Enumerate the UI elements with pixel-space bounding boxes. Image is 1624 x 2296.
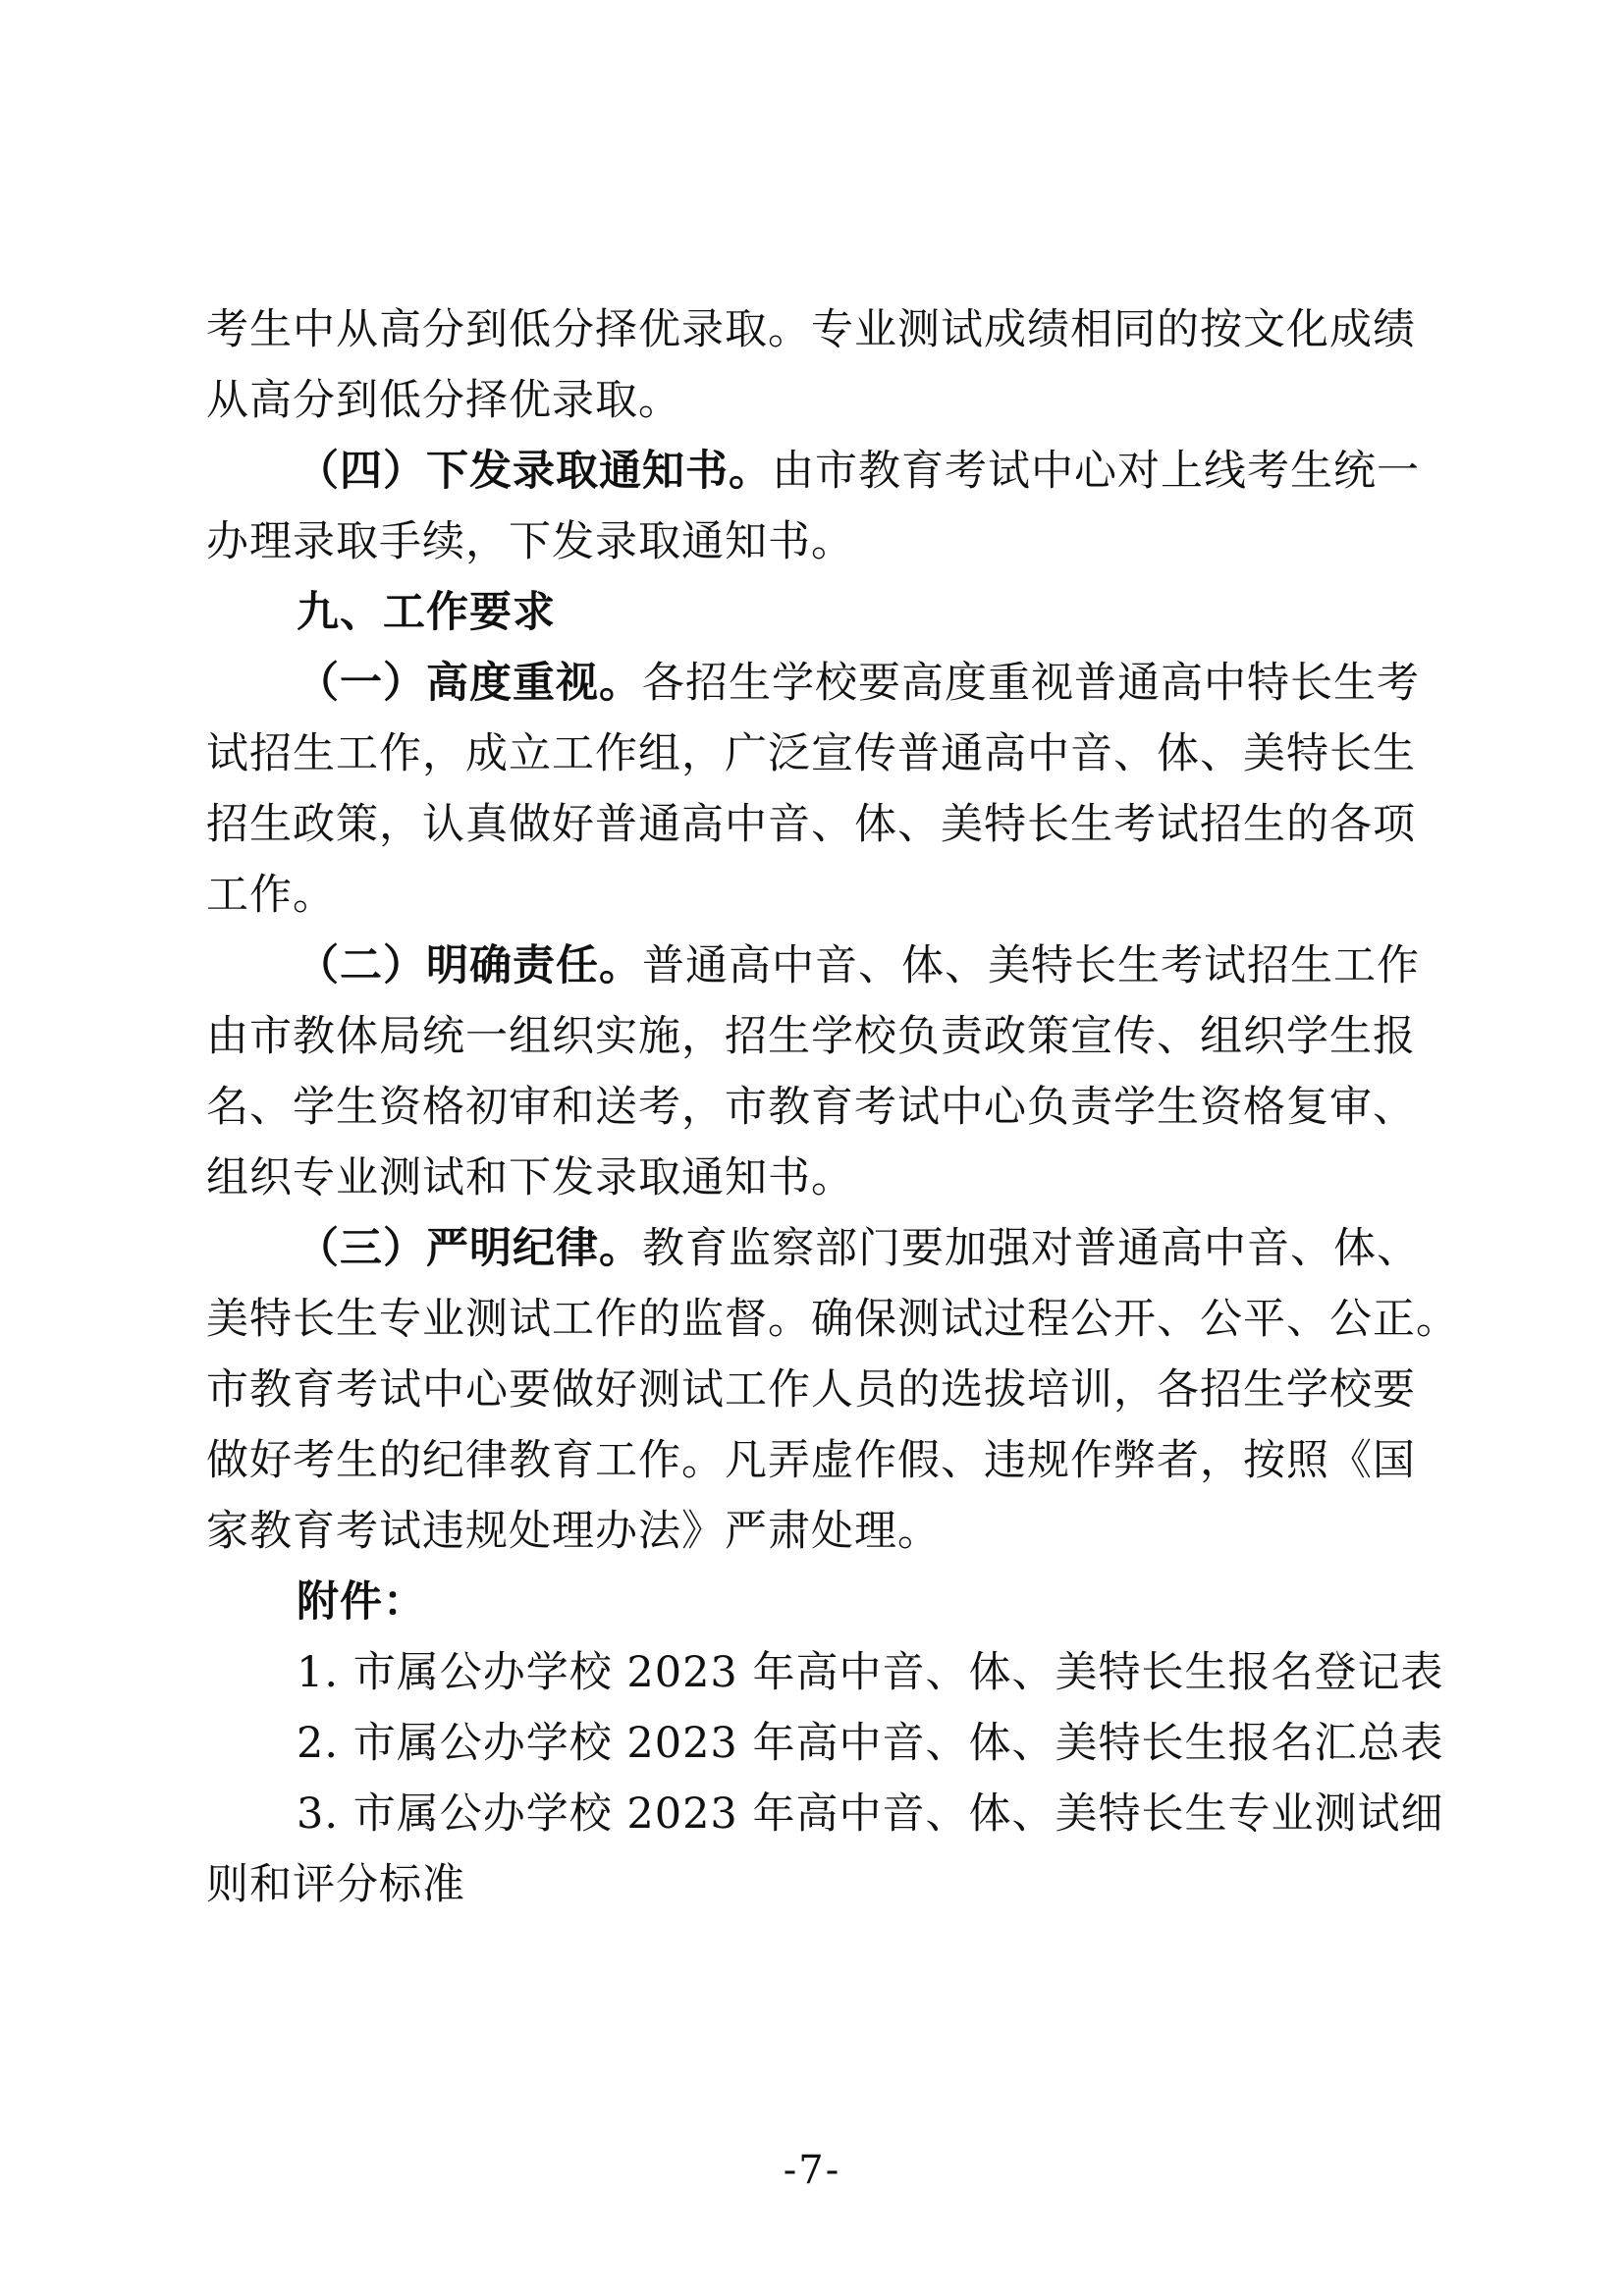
paragraph-strict-discipline <box>206 1213 1459 1567</box>
text-line <box>206 931 1424 1001</box>
text-line: 从高分到低分择优录取。 <box>206 376 681 425</box>
document-body <box>206 294 1459 1920</box>
attachments-section <box>206 1567 1444 1920</box>
paragraph-heading: （二）明确责任。 <box>297 941 642 990</box>
section-title-work-requirements <box>206 577 1424 648</box>
page-number: -7- <box>783 2148 841 2193</box>
text-line: 招生政策，认真做好普通高中音、体、美特长生考试招生的各项 <box>206 800 1416 849</box>
text-line: 考生中从高分到低分择优录取。专业测试成绩相同的按文化成绩 <box>206 305 1416 354</box>
text-line: 市教育考试中心要做好测试工作人员的选拔培训，各招生学校要 <box>206 1365 1416 1415</box>
paragraph-heading: （一）高度重视。 <box>297 659 642 708</box>
paragraph-heading: （四）下发录取通知书。 <box>297 447 772 496</box>
attachment-item: 3. 市属公办学校 2023 年高中音、体、美特长生专业测试细 <box>297 1789 1444 1839</box>
attachment-item: 1. 市属公办学校 2023 年高中音、体、美特长生报名登记表 <box>297 1648 1444 1697</box>
paragraph-text: 教育监察部门要加强对普通高中音、体、 <box>642 1224 1420 1273</box>
text-line <box>206 1213 1424 1284</box>
text-line: 名、学生资格初审和送考，市教育考试中心负责学生资格复审、 <box>206 1083 1416 1132</box>
paragraph-text: 由市教育考试中心对上线考生统一 <box>772 447 1420 496</box>
text-line: 家教育考试违规处理办法》严肃处理。 <box>206 1507 941 1556</box>
attachment-item: 2. 市属公办学校 2023 年高中音、体、美特长生报名汇总表 <box>297 1719 1444 1768</box>
text-line <box>206 648 1424 719</box>
text-line: 工作。 <box>206 871 336 920</box>
paragraph-clarify-responsibility <box>206 931 1424 1213</box>
attachment-item-continuation: 则和评分标准 <box>206 1860 465 1909</box>
section-heading: 九、工作要求 <box>297 588 556 637</box>
paragraph-high-attention <box>206 648 1424 931</box>
text-line: 美特长生专业测试工作的监督。确保测试过程公开、公平、公正。 <box>206 1295 1459 1344</box>
text-line: 办理录取手续，下发录取通知书。 <box>206 517 854 566</box>
paragraph-admission-order <box>206 294 1424 436</box>
text-line: 组织专业测试和下发录取通知书。 <box>206 1153 854 1202</box>
paragraph-text: 各招生学校要高度重视普通高中特长生考 <box>642 659 1420 708</box>
paragraph-heading: （三）严明纪律。 <box>297 1224 642 1273</box>
paragraph-text: 普通高中音、体、美特长生考试招生工作 <box>642 941 1420 990</box>
attachments-label: 附件： <box>297 1577 426 1627</box>
text-line: 做好考生的纪律教育工作。凡弄虚作假、违规作弊者，按照《国 <box>206 1436 1416 1485</box>
paragraph-admission-notice <box>206 436 1424 577</box>
text-line: 试招生工作，成立工作组，广泛宣传普通高中音、体、美特长生 <box>206 729 1416 778</box>
text-line <box>206 436 1424 507</box>
text-line: 由市教体局统一组织实施，招生学校负责政策宣传、组织学生报 <box>206 1012 1416 1061</box>
